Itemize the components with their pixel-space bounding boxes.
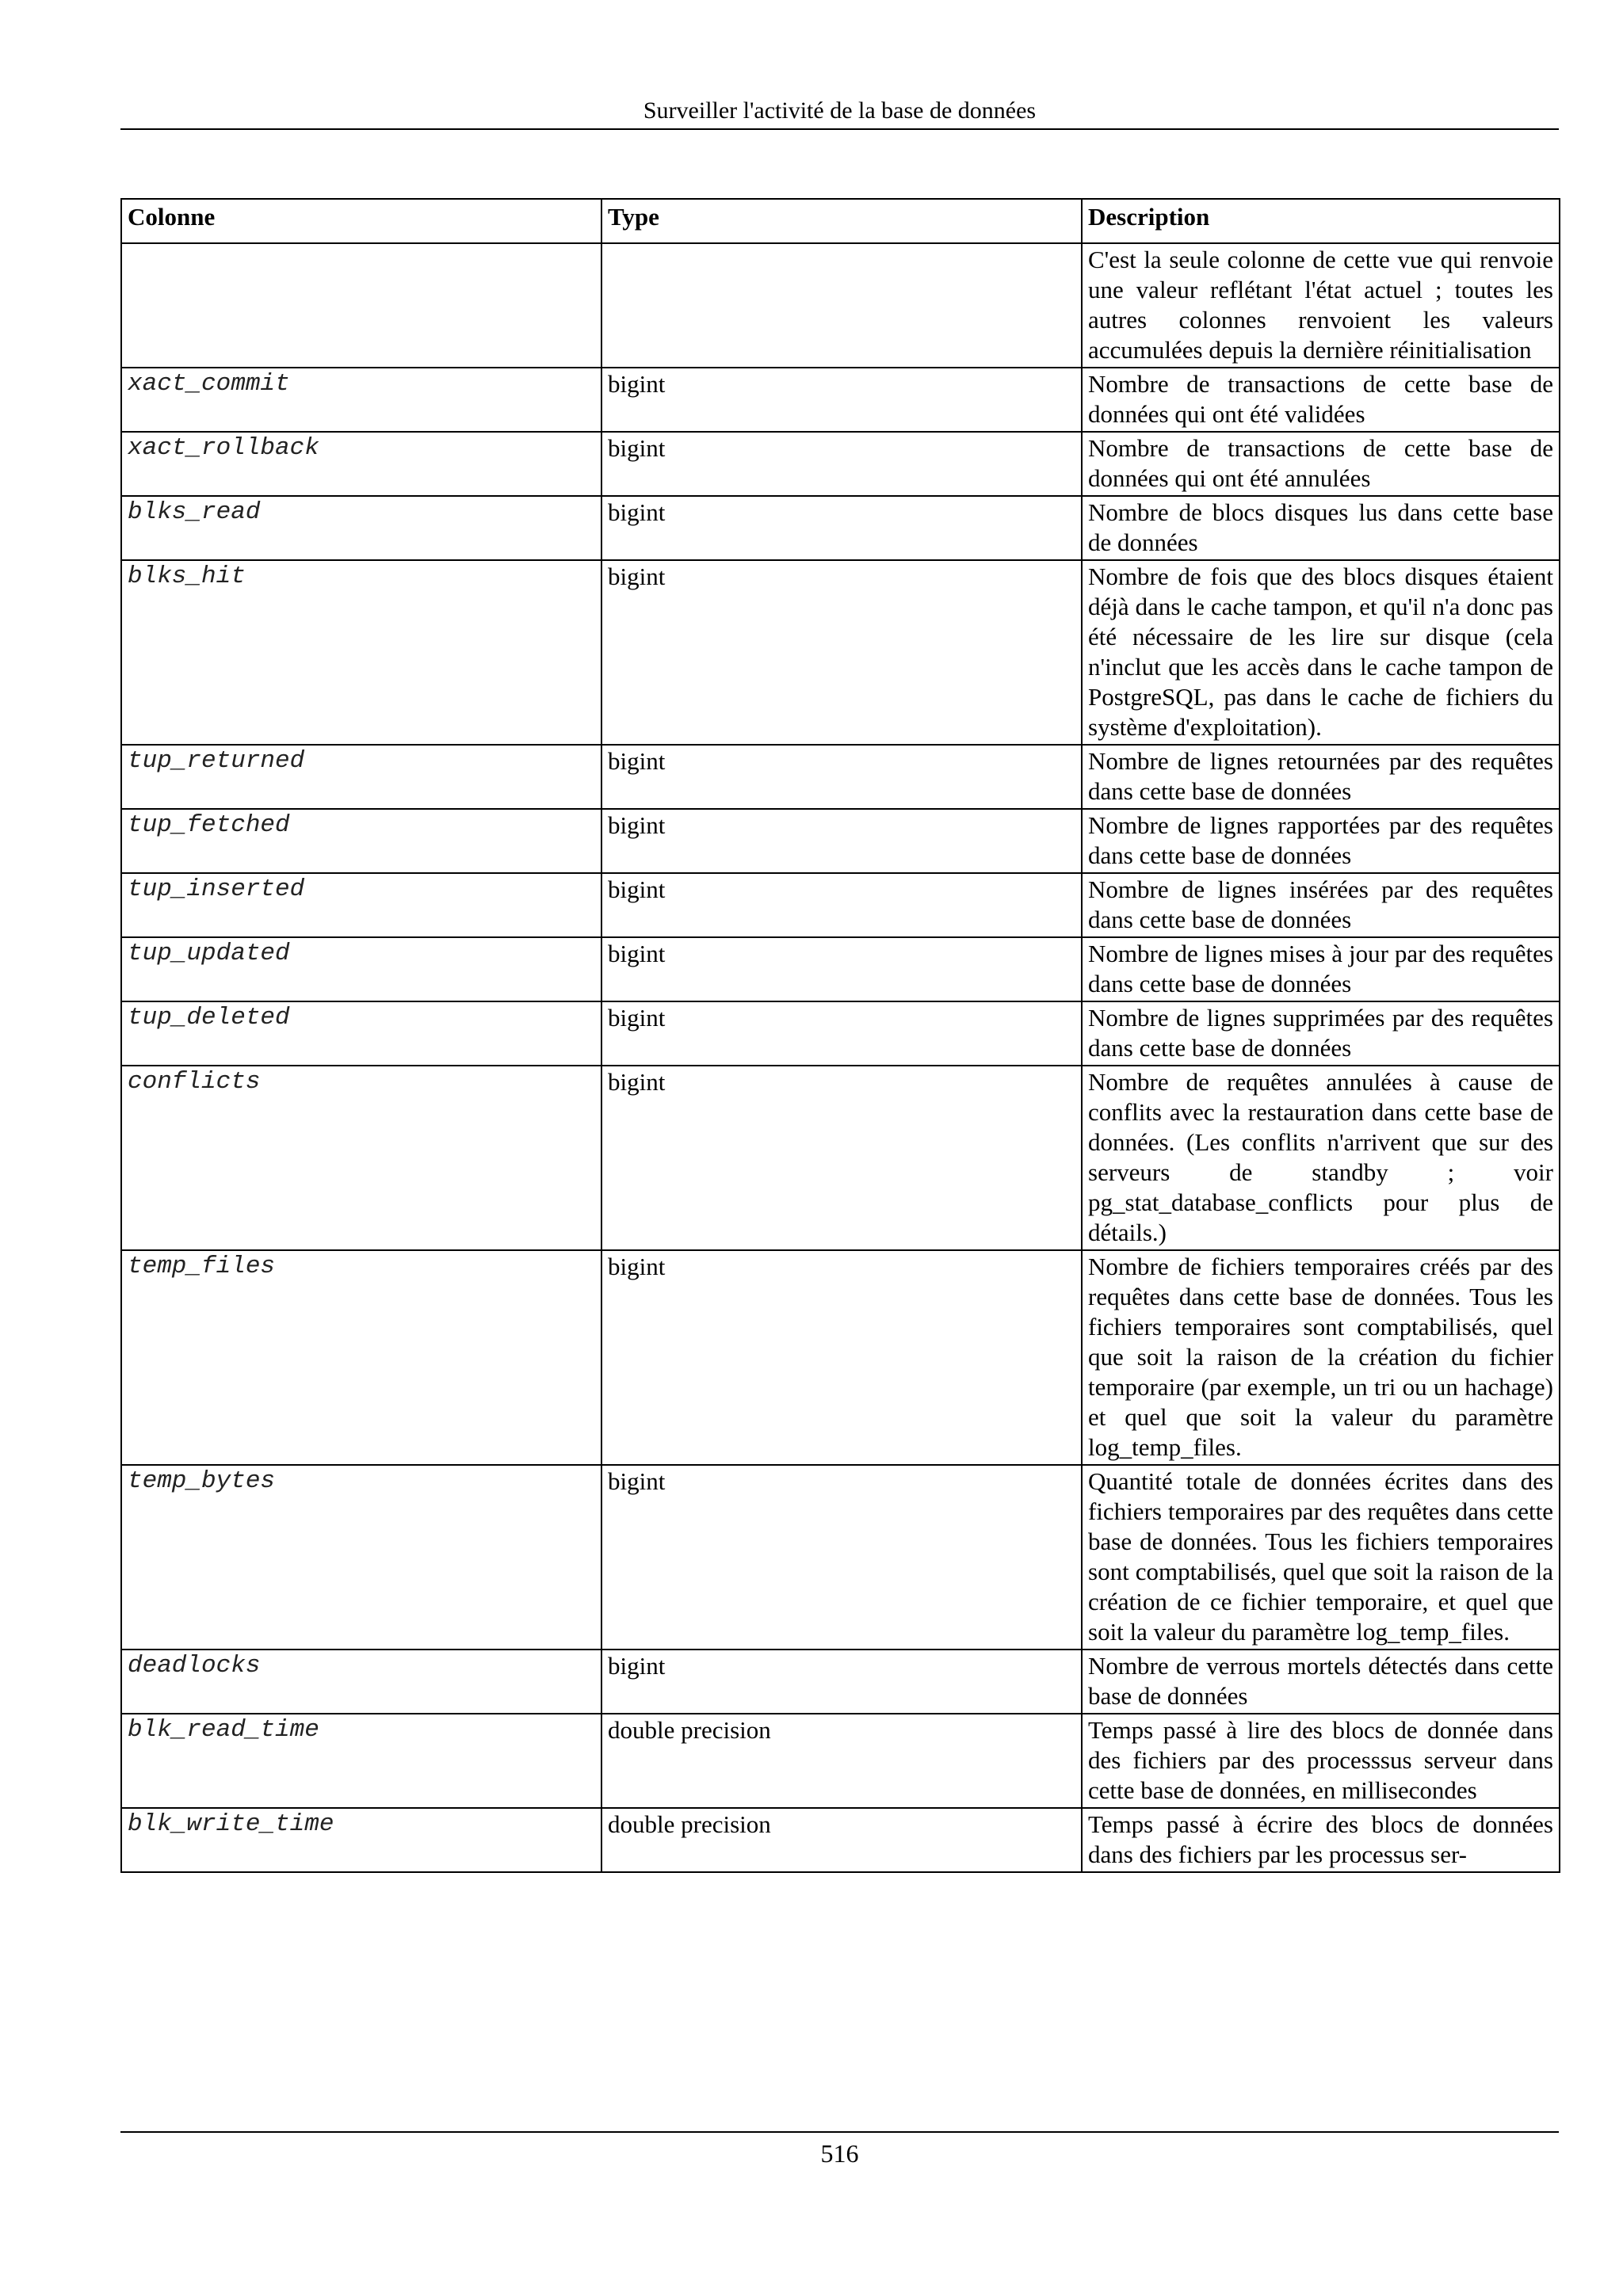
table-header-row bbox=[121, 199, 1560, 243]
table-row bbox=[121, 1066, 1560, 1250]
description-cell: Nombre de transactions de cette base de données qui ont été validées bbox=[1082, 368, 1560, 432]
description-cell: Nombre de lignes mises à jour par des requêtes dans cette base de données bbox=[1082, 937, 1560, 1001]
table-row bbox=[121, 1465, 1560, 1650]
column-name-cell: tup_inserted bbox=[121, 873, 601, 937]
type-cell: bigint bbox=[601, 432, 1082, 496]
table-row bbox=[121, 1001, 1560, 1066]
table-row bbox=[121, 368, 1560, 432]
description-cell: Quantité totale de données écrites dans des fichiers temporaires par des requêtes dans cette base de données. Tous les fichiers temporaires sont comptabilisés, quel que soit la raison de la création de ce fichier temporaire, et quel que soit la valeur du paramètre log_temp_files. bbox=[1082, 1465, 1560, 1650]
type-cell: double precision bbox=[601, 1714, 1082, 1808]
column-name-cell: blk_read_time bbox=[121, 1714, 601, 1808]
description-cell: Nombre de fichiers temporaires créés par des requêtes dans cette base de données. Tous les fichiers temporaires sont comptabilisés, quel que soit la raison de la création du fichier temporaire (par exemple, un tri ou un hachage) et quel que soit la valeur du paramètre log_temp_files. bbox=[1082, 1250, 1560, 1465]
column-name-cell: xact_rollback bbox=[121, 432, 601, 496]
header-type: Type bbox=[601, 199, 1082, 243]
type-cell: double precision bbox=[601, 1808, 1082, 1872]
table-row bbox=[121, 937, 1560, 1001]
table-row bbox=[121, 496, 1560, 560]
type-cell: bigint bbox=[601, 496, 1082, 560]
page-number: 516 bbox=[820, 2139, 859, 2168]
type-cell: bigint bbox=[601, 560, 1082, 745]
column-name-cell: tup_returned bbox=[121, 745, 601, 809]
table-row bbox=[121, 809, 1560, 873]
column-name-cell: deadlocks bbox=[121, 1650, 601, 1714]
type-cell: bigint bbox=[601, 368, 1082, 432]
column-name-cell: temp_files bbox=[121, 1250, 601, 1465]
type-cell: bigint bbox=[601, 745, 1082, 809]
table-row bbox=[121, 745, 1560, 809]
description-cell: Nombre de lignes supprimées par des requêtes dans cette base de données bbox=[1082, 1001, 1560, 1066]
table-row bbox=[121, 1808, 1560, 1872]
header-rule bbox=[120, 128, 1559, 130]
column-name-cell: tup_fetched bbox=[121, 809, 601, 873]
column-name-cell: conflicts bbox=[121, 1066, 601, 1250]
header-description: Description bbox=[1082, 199, 1560, 243]
description-cell: Nombre de fois que des blocs disques étaient déjà dans le cache tampon, et qu'il n'a donc pas été nécessaire de les lire sur disque (cela n'inclut que les accès dans le cache tampon de PostgreSQL, pas dans le cache de fichiers du système d'exploitation). bbox=[1082, 560, 1560, 745]
description-cell: C'est la seule colonne de cette vue qui renvoie une valeur reflétant l'état actuel ; toutes les autres colonnes renvoient les valeurs accumulées depuis la dernière réinitialisation bbox=[1082, 243, 1560, 368]
type-cell: bigint bbox=[601, 1465, 1082, 1650]
column-name-cell: blk_write_time bbox=[121, 1808, 601, 1872]
type-cell: bigint bbox=[601, 1001, 1082, 1066]
column-name-cell: tup_updated bbox=[121, 937, 601, 1001]
table-body bbox=[121, 243, 1560, 1872]
column-name-cell: xact_commit bbox=[121, 368, 601, 432]
description-cell: Temps passé à écrire des blocs de données dans des fichiers par les processus ser- bbox=[1082, 1808, 1560, 1872]
type-cell: bigint bbox=[601, 1250, 1082, 1465]
table-row bbox=[121, 873, 1560, 937]
description-cell: Temps passé à lire des blocs de donnée dans des fichiers par des processsus serveur dans cette base de données, en millisecondes bbox=[1082, 1714, 1560, 1808]
columns-table bbox=[120, 198, 1560, 1873]
column-name-cell bbox=[121, 243, 601, 368]
column-name-cell: temp_bytes bbox=[121, 1465, 601, 1650]
table-row bbox=[121, 560, 1560, 745]
description-cell: Nombre de verrous mortels détectés dans cette base de données bbox=[1082, 1650, 1560, 1714]
description-cell: Nombre de transactions de cette base de données qui ont été annulées bbox=[1082, 432, 1560, 496]
table-row bbox=[121, 432, 1560, 496]
type-cell: bigint bbox=[601, 937, 1082, 1001]
header-colonne: Colonne bbox=[121, 199, 601, 243]
column-name-cell: blks_hit bbox=[121, 560, 601, 745]
table-row bbox=[121, 1650, 1560, 1714]
page-header-title: Surveiller l'activité de la base de données bbox=[643, 97, 1037, 124]
type-cell: bigint bbox=[601, 1066, 1082, 1250]
table-row bbox=[121, 1250, 1560, 1465]
type-cell bbox=[601, 243, 1082, 368]
description-cell: Nombre de lignes retournées par des requêtes dans cette base de données bbox=[1082, 745, 1560, 809]
type-cell: bigint bbox=[601, 873, 1082, 937]
description-cell: Nombre de requêtes annulées à cause de conflits avec la restauration dans cette base de données. (Les conflits n'arrivent que sur des serveurs de standby ; voir pg_stat_database_conflicts pour plus de détails.) bbox=[1082, 1066, 1560, 1250]
table-row bbox=[121, 243, 1560, 368]
footer-rule bbox=[120, 2131, 1559, 2133]
column-name-cell: blks_read bbox=[121, 496, 601, 560]
column-name-cell: tup_deleted bbox=[121, 1001, 601, 1066]
description-cell: Nombre de blocs disques lus dans cette base de données bbox=[1082, 496, 1560, 560]
type-cell: bigint bbox=[601, 1650, 1082, 1714]
type-cell: bigint bbox=[601, 809, 1082, 873]
description-cell: Nombre de lignes rapportées par des requêtes dans cette base de données bbox=[1082, 809, 1560, 873]
description-cell: Nombre de lignes insérées par des requêtes dans cette base de données bbox=[1082, 873, 1560, 937]
table-row bbox=[121, 1714, 1560, 1808]
